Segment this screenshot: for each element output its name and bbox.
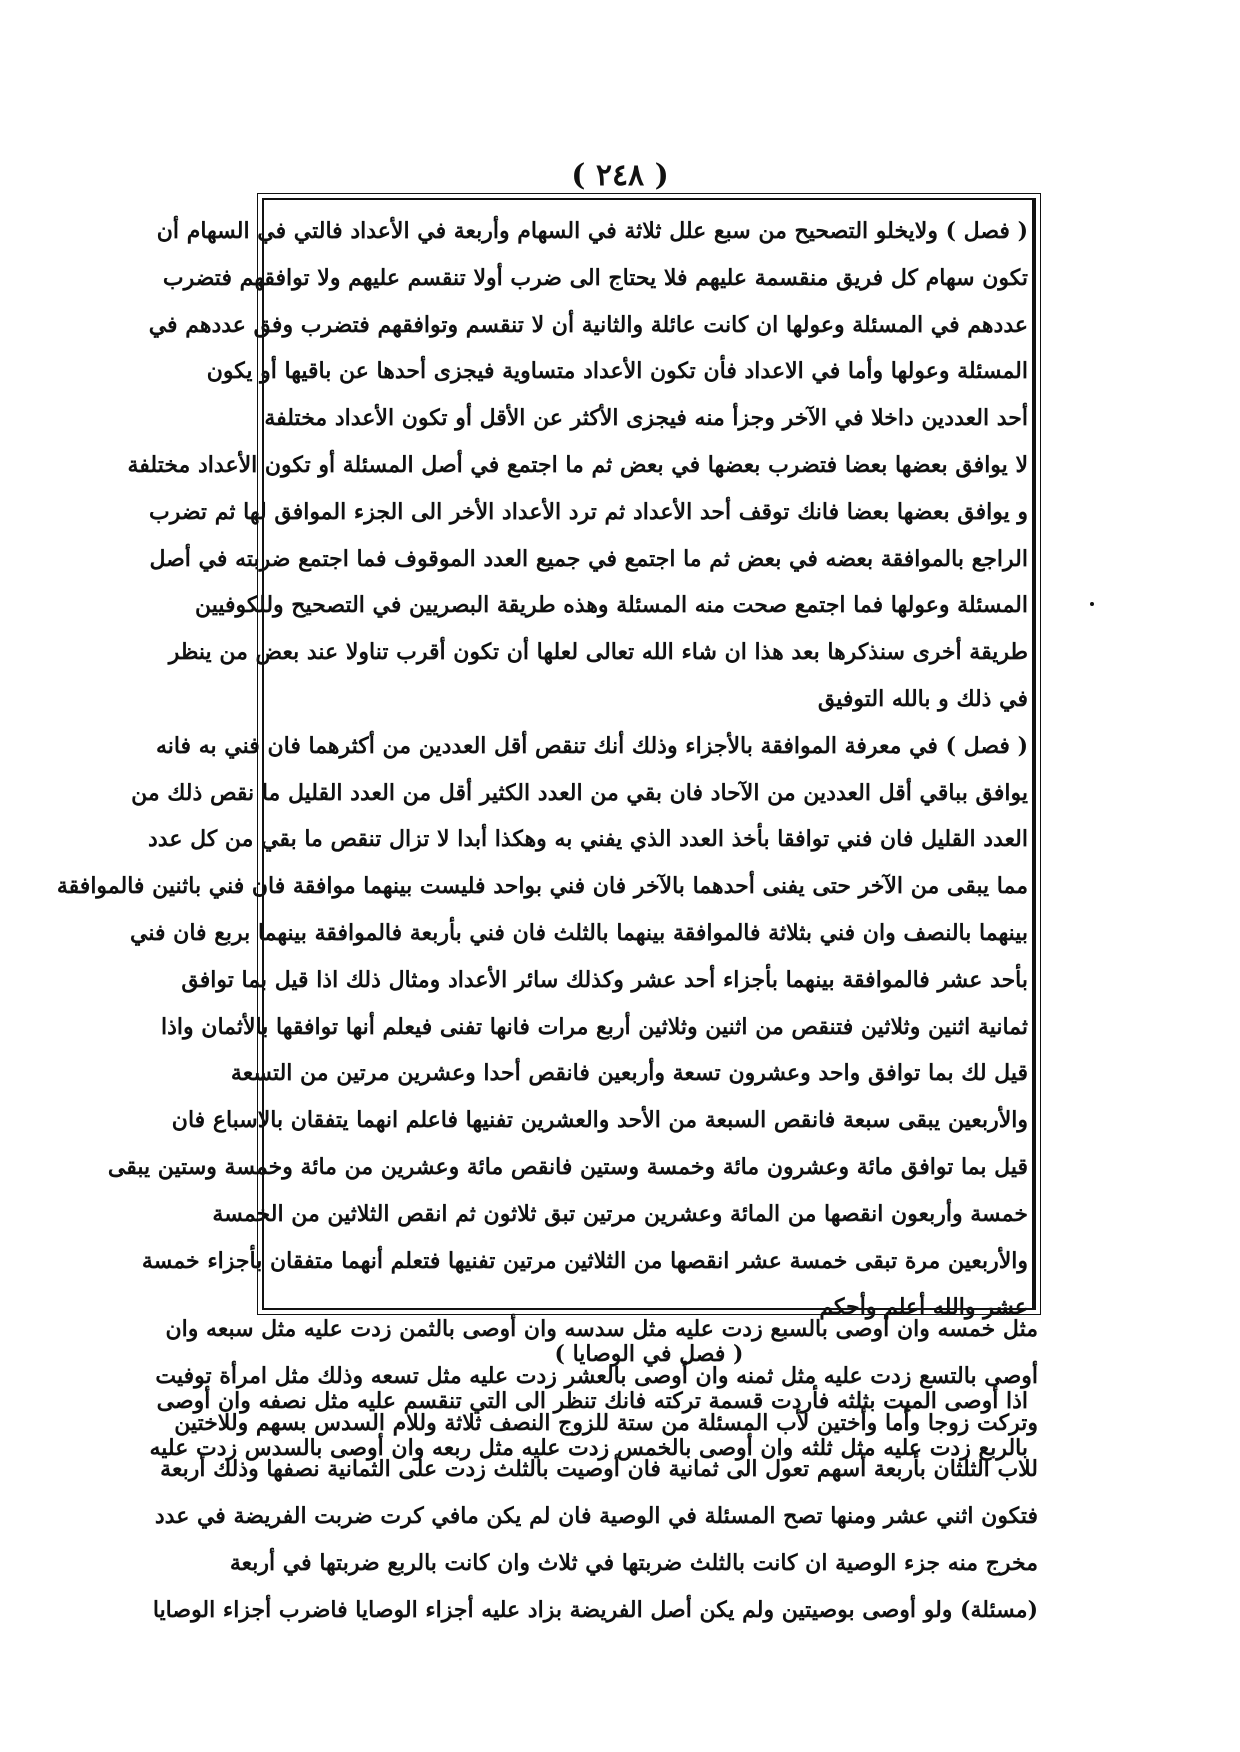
text-line: قيل لك بما توافق واحد وعشرون تسعة وأربعين فانقص أحدا وعشرين مرتين من التسعة (230, 1060, 1028, 1087)
text-line: خمسة وأربعون انقصها من المائة وعشرين مرتين تبق ثلاثون ثم انقص الثلاثين من الخمسة (212, 1200, 1028, 1227)
text-line: أوصى بالتسع زدت عليه مثل ثمنه وان أوصى بالعشر زدت عليه مثل تسعه وذلك مثل امرأة توفيت (155, 1362, 1038, 1389)
text-line: ثمانية اثنين وثلاثين فتنقص من اثنين وثلاثين أربع مرات فانها تفنى فيعلم أنها توافقها بالأثمان واذا (161, 1013, 1028, 1040)
text-line: بالربع زدت عليه مثل ثلثه وان أوصى بالخمس زدت عليه مثل ربعه وان أوصى بالسدس زدت عليه (149, 1434, 1028, 1461)
text-line: بأحد عشر فالموافقة بينهما بأجزاء أحد عشر وكذلك سائر الأعداد ومثال ذلك اذا قيل بما توافق (181, 966, 1028, 993)
text-line: طريقة أخرى سنذكرها بعد هذا ان شاء الله تعالى لعلها أن تكون أقرب تناولا عند بعض من ينظر (168, 639, 1028, 666)
text-line: المسئلة وعولها فما اجتمع صحت منه المسئلة وهذه طريقة البصريين في التصحيح وللكوفيين (194, 592, 1028, 619)
text-line: ( فصل ) ولايخلو التصحيح من سبع علل ثلاثة في السهام وأربعة في الأعداد فالتي في السهام أن (156, 218, 1028, 244)
text-line: لا يوافق بعضها بعضا فتضرب بعضها في بعض ثم ما اجتمع في أصل المسئلة أو تكون الأعداد مختلفة (127, 451, 1028, 478)
stray-mark (1090, 602, 1094, 606)
text-line: قيل بما توافق مائة وعشرون مائة وخمسة وستين فانقص مائة وعشرين من مائة وخمسة وستين يبقى (107, 1153, 1028, 1180)
frame-rule (1032, 198, 1034, 1308)
text-line: عشر والله أعلم وأحكم (819, 1294, 1028, 1321)
text-line: عددهم في المسئلة وعولها ان كانت عائلة والثانية أن لا تنقسم وتوافقهم فتضرب وفق عددهم في (148, 311, 1028, 338)
page-number: ( ٢٤٨ ) (571, 158, 669, 193)
text-line: يوافق بباقي أقل العددين من الآحاد فان بقي من العدد الكثير أقل من العدد القليل ما نقص ذلك من (131, 779, 1028, 806)
text-line: مما يبقى من الآخر حتى يفنى أحدهما بالآخر فان فني بواحد فليست بينهما موافقة فان فني باثنين فالموافقة (56, 873, 1028, 900)
text-line: المسئلة وعولها وأما في الاعداد فأن تكون الأعداد متساوية فيجزى أحدها عن باقيها أو يكون (206, 358, 1028, 385)
text-line: العدد القليل فان فني توافقا بأخذ العدد الذي يفني به وهكذا أبدا لا تزال تنقص ما بقي من كل عدد (147, 826, 1028, 853)
text-line: مخرج منه جزء الوصية ان كانت بالثلث ضربتها في ثلاث وان كانت بالربع ضربتها في أربعة (229, 1549, 1038, 1576)
text-line: والأربعين يبقى سبعة فانقص السبعة من الأحد والعشرين تفنيها فاعلم انهما يتفقان بالاسباع فان (171, 1107, 1028, 1134)
text-line: بينهما بالنصف وان فني بثلاثة فالموافقة بينهما بالثلث فان فني بأربعة فالموافقة بينهما بربع فان فني (130, 919, 1028, 946)
framed-text (56, 208, 1028, 1472)
text-line: أحد العددين داخلا في الآخر وجزأ منه فيجزى الأكثر عن الأقل أو تكون الأعداد مختلفة (264, 405, 1028, 432)
text-line: فتكون اثني عشر ومنها تصح المسئلة في الوصية فان لم يكن مافي كرت ضربت الفريضة في عدد (154, 1503, 1038, 1530)
text-line: و يوافق بعضها بعضا فانك توقف أحد الأعداد ثم ترد الأعداد الأخر الى الجزء الموافق لها ثم تضرب (149, 498, 1028, 525)
text-line: للاب الثلثان بأربعة أسهم تعول الى ثمانية فان أوصيت بالثلث زدت على الثمانية نصفها وذلك أربعة (160, 1456, 1038, 1483)
text-line: (مسئلة) ولو أوصى بوصيتين ولم يكن أصل الفريضة بزاد عليه أجزاء الوصايا فاضرب أجزاء الوصايا (152, 1596, 1038, 1623)
text-line: مثل خمسه وان أوصى بالسبع زدت عليه مثل سدسه وان أوصى بالثمن زدت عليه مثل سبعه وان (165, 1316, 1038, 1342)
text-line: وتركت زوجا وأما وأختين لأب المسئلة من ستة للزوج النصف ثلاثة وللام السدس بسهم وللاختين (174, 1409, 1038, 1436)
text-line: الراجع بالموافقة بعضه في بعض ثم ما اجتمع في جميع العدد الموقوف فما اجتمع ضربته في أصل (149, 545, 1028, 572)
text-line: ( فصل ) في معرفة الموافقة بالأجزاء وذلك أنك تنقص أقل العددين من أكثرهما فان فني به فانه (155, 732, 1028, 759)
text-line: والأربعين مرة تبقى خمسة عشر انقصها من الثلاثين مرتين تفنيها فتعلم أنهما متفقان بأجزاء خمسة (141, 1247, 1028, 1274)
continued-text (149, 1306, 1038, 1634)
text-line: تكون سهام كل فريق منقسمة عليهم فلا يحتاج الى ضرب أولا تنقسم عليهم ولا توافقهم فتضرب (162, 264, 1028, 291)
text-line: اذا أوصى الميت بثلثه فأردت قسمة تركته فانك تنظر الى التي تنقسم عليه مثل نصفه وان أوصى (156, 1387, 1028, 1414)
text-line: في ذلك و بالله التوفيق (817, 685, 1028, 712)
section-heading: ( فصل في الوصايا ) (554, 1341, 744, 1368)
